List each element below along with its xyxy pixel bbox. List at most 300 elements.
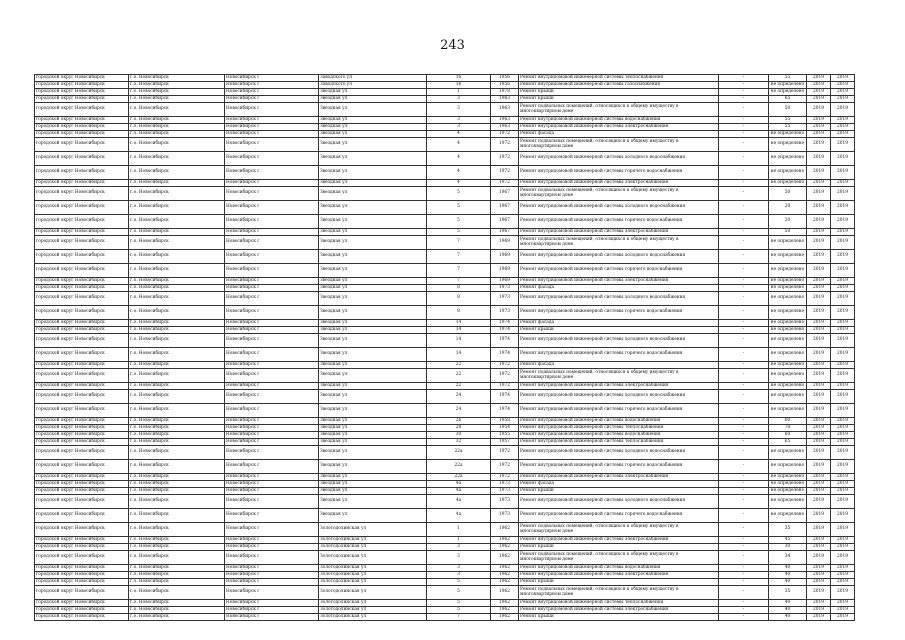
- cell-cost: не определено: [769, 362, 807, 369]
- cell-district: городской округ Новосибирск: [35, 439, 129, 446]
- cell-district: городской округ Новосибирск: [35, 362, 129, 369]
- cell-end-year: 2019: [831, 446, 855, 460]
- cell-house-number: 14: [427, 327, 491, 334]
- cell-street: Звездная ул: [319, 446, 427, 460]
- cell-district: городской округ Новосибирск: [35, 474, 129, 481]
- cell-build-year: 1972: [491, 362, 519, 369]
- cell-city: Новосибирск г: [225, 236, 319, 250]
- cell-cost: не определено: [769, 82, 807, 89]
- cell-city: Новосибирск г: [225, 201, 319, 215]
- cell-municipality: г.о. Новосибирск: [129, 579, 225, 586]
- cell-house-number: 14: [427, 320, 491, 327]
- cell-municipality: г.о. Новосибирск: [129, 572, 225, 579]
- cell-end-year: 2019: [831, 180, 855, 187]
- cell-end-year: 2019: [831, 390, 855, 404]
- cell-cost: 40: [769, 565, 807, 572]
- cell-street: Звездная ул: [319, 348, 427, 362]
- cell-house-number: 24: [427, 404, 491, 418]
- cell-city: Новосибирск г: [225, 180, 319, 187]
- cell-municipality: г.о. Новосибирск: [129, 523, 225, 537]
- cell-cost: 50: [769, 103, 807, 117]
- cell-start-year: 2019: [807, 362, 831, 369]
- cell-municipality: г.о. Новосибирск: [129, 103, 225, 117]
- cell-house-number: 8: [427, 292, 491, 306]
- cell-street: Звездная ул: [319, 460, 427, 474]
- cell-city: Новосибирск г: [225, 278, 319, 285]
- cell-district: городской округ Новосибирск: [35, 488, 129, 495]
- cell-house-number: 1: [427, 89, 491, 96]
- cell-municipality: г.о. Новосибирск: [129, 390, 225, 404]
- cell-cost: не определено: [769, 488, 807, 495]
- cell-build-year: 1962: [491, 537, 519, 544]
- cell-work-type: Ремонт фасада: [519, 131, 719, 138]
- cell-cost: не определено: [769, 89, 807, 96]
- cell-blank-col: -: [719, 607, 769, 614]
- cell-cost: 40: [769, 600, 807, 607]
- cell-house-number: 7: [427, 250, 491, 264]
- cell-blank-col: -: [719, 292, 769, 306]
- cell-work-type: Ремонт фасада: [519, 362, 719, 369]
- cell-cost: не определено: [769, 152, 807, 166]
- cell-end-year: 2019: [831, 362, 855, 369]
- cell-start-year: 2019: [807, 579, 831, 586]
- cell-city: Новосибирск г: [225, 124, 319, 131]
- cell-blank-col: -: [719, 551, 769, 565]
- cell-start-year: 2019: [807, 488, 831, 495]
- cell-district: городской округ Новосибирск: [35, 89, 129, 96]
- cell-municipality: г.о. Новосибирск: [129, 264, 225, 278]
- cell-blank-col: -: [719, 418, 769, 425]
- cell-start-year: 2019: [807, 523, 831, 537]
- cell-start-year: 2019: [807, 572, 831, 579]
- table-row: [35, 481, 855, 488]
- cell-blank-col: -: [719, 82, 769, 89]
- cell-district: городской округ Новосибирск: [35, 509, 129, 523]
- cell-start-year: 2019: [807, 327, 831, 334]
- cell-cost: не определено: [769, 278, 807, 285]
- cell-street: Звездная ул: [319, 320, 427, 327]
- cell-district: городской округ Новосибирск: [35, 481, 129, 488]
- cell-blank-col: -: [719, 103, 769, 117]
- cell-end-year: 2019: [831, 418, 855, 425]
- cell-cost: 50: [769, 229, 807, 236]
- cell-district: городской округ Новосибирск: [35, 383, 129, 390]
- table-row: [35, 572, 855, 579]
- cell-start-year: 2019: [807, 264, 831, 278]
- table-row: [35, 306, 855, 320]
- cell-municipality: г.о. Новосибирск: [129, 509, 225, 523]
- cell-house-number: 4: [427, 166, 491, 180]
- cell-start-year: 2019: [807, 285, 831, 292]
- cell-house-number: 32: [427, 439, 491, 446]
- table-row: [35, 201, 855, 215]
- cell-build-year: 1978: [491, 89, 519, 96]
- cell-end-year: 2019: [831, 103, 855, 117]
- cell-build-year: 1969: [491, 264, 519, 278]
- table-row: [35, 544, 855, 551]
- cell-build-year: 1955: [491, 432, 519, 439]
- cell-blank-col: -: [719, 96, 769, 103]
- cell-street: Звездная ул: [319, 89, 427, 96]
- cell-municipality: г.о. Новосибирск: [129, 383, 225, 390]
- cell-end-year: 2019: [831, 572, 855, 579]
- cell-build-year: 1963: [491, 117, 519, 124]
- cell-start-year: 2019: [807, 180, 831, 187]
- cell-build-year: 1974: [491, 320, 519, 327]
- cell-house-number: 4а: [427, 495, 491, 509]
- cell-house-number: 3: [427, 565, 491, 572]
- table-row: [35, 579, 855, 586]
- table-row: [35, 509, 855, 523]
- cell-street: Звездная ул: [319, 138, 427, 152]
- cell-house-number: 26: [427, 418, 491, 425]
- cell-build-year: 1967: [491, 187, 519, 201]
- table-row: [35, 124, 855, 131]
- cell-blank-col: -: [719, 362, 769, 369]
- cell-cost: не определено: [769, 404, 807, 418]
- cell-end-year: 2019: [831, 474, 855, 481]
- cell-municipality: г.о. Новосибирск: [129, 131, 225, 138]
- cell-blank-col: -: [719, 537, 769, 544]
- cell-municipality: г.о. Новосибирск: [129, 278, 225, 285]
- cell-district: городской округ Новосибирск: [35, 460, 129, 474]
- cell-start-year: 2019: [807, 600, 831, 607]
- cell-street: Звездная ул: [319, 166, 427, 180]
- cell-street: Звездная ул: [319, 432, 427, 439]
- cell-street: Звездная ул: [319, 404, 427, 418]
- cell-street: Звездная ул: [319, 236, 427, 250]
- cell-work-type: Ремонт внутридомовой инженерной системы водоснабжения: [519, 117, 719, 124]
- cell-street: Звездная ул: [319, 425, 427, 432]
- cell-street: Золотодолинская ул: [319, 544, 427, 551]
- cell-work-type: Ремонт внутридомовой инженерной системы горячего водоснабжения: [519, 166, 719, 180]
- cell-street: Звездная ул: [319, 131, 427, 138]
- cell-district: городской округ Новосибирск: [35, 103, 129, 117]
- cell-end-year: 2019: [831, 117, 855, 124]
- cell-start-year: 2019: [807, 404, 831, 418]
- cell-work-type: Ремонт внутридомовой инженерной системы электроснабжения: [519, 229, 719, 236]
- cell-municipality: г.о. Новосибирск: [129, 250, 225, 264]
- cell-street: Золотодолинская ул: [319, 572, 427, 579]
- cell-work-type: Ремонт внутридомовой инженерной системы электроснабжения: [519, 278, 719, 285]
- cell-blank-col: -: [719, 187, 769, 201]
- table-row: [35, 285, 855, 292]
- cell-blank-col: -: [719, 75, 769, 82]
- cell-municipality: г.о. Новосибирск: [129, 362, 225, 369]
- cell-start-year: 2019: [807, 481, 831, 488]
- cell-build-year: 1962: [491, 565, 519, 572]
- cell-municipality: г.о. Новосибирск: [129, 236, 225, 250]
- cell-blank-col: -: [719, 264, 769, 278]
- cell-work-type: Ремонт подвальных помещений, относящихся к общему имуществу в многоквартирном доме: [519, 369, 719, 383]
- cell-end-year: 2019: [831, 488, 855, 495]
- cell-cost: 20: [769, 201, 807, 215]
- cell-start-year: 2019: [807, 474, 831, 481]
- cell-build-year: 1974: [491, 327, 519, 334]
- cell-district: городской округ Новосибирск: [35, 306, 129, 320]
- cell-district: городской округ Новосибирск: [35, 292, 129, 306]
- cell-city: Новосибирск г: [225, 586, 319, 600]
- cell-house-number: 1: [427, 537, 491, 544]
- cell-blank-col: -: [719, 348, 769, 362]
- cell-house-number: 4а: [427, 509, 491, 523]
- table-row: [35, 264, 855, 278]
- cell-start-year: 2019: [807, 250, 831, 264]
- cell-street: Звездная ул: [319, 439, 427, 446]
- cell-house-number: 16: [427, 82, 491, 89]
- cell-blank-col: -: [719, 404, 769, 418]
- cell-start-year: 2019: [807, 117, 831, 124]
- cell-house-number: 22а: [427, 446, 491, 460]
- cell-street: Золотодолинская ул: [319, 607, 427, 614]
- cell-cost: не определено: [769, 369, 807, 383]
- cell-build-year: 1969: [491, 236, 519, 250]
- cell-city: Новосибирск г: [225, 614, 319, 621]
- cell-end-year: 2019: [831, 460, 855, 474]
- cell-city: Новосибирск г: [225, 264, 319, 278]
- cell-city: Новосибирск г: [225, 166, 319, 180]
- cell-build-year: 1962: [491, 551, 519, 565]
- cell-municipality: г.о. Новосибирск: [129, 495, 225, 509]
- cell-work-type: Ремонт крыши: [519, 544, 719, 551]
- cell-cost: не определено: [769, 334, 807, 348]
- cell-street: Звездная ул: [319, 369, 427, 383]
- cell-house-number: 3: [427, 551, 491, 565]
- cell-start-year: 2019: [807, 320, 831, 327]
- cell-district: городской округ Новосибирск: [35, 82, 129, 89]
- cell-city: Новосибирск г: [225, 320, 319, 327]
- cell-work-type: Ремонт внутридомовой инженерной системы электроснабжения: [519, 180, 719, 187]
- cell-municipality: г.о. Новосибирск: [129, 488, 225, 495]
- cell-work-type: Ремонт внутридомовой инженерной системы холодного водоснабжения: [519, 334, 719, 348]
- cell-street: Звездная ул: [319, 327, 427, 334]
- cell-street: Звездная ул: [319, 474, 427, 481]
- cell-city: Новосибирск г: [225, 96, 319, 103]
- cell-work-type: Ремонт подвальных помещений, относящихся к общему имуществу в многоквартирном доме: [519, 138, 719, 152]
- cell-municipality: г.о. Новосибирск: [129, 551, 225, 565]
- cell-blank-col: -: [719, 201, 769, 215]
- cell-cost: не определено: [769, 306, 807, 320]
- cell-city: Новосибирск г: [225, 348, 319, 362]
- table-row: [35, 89, 855, 96]
- cell-district: городской округ Новосибирск: [35, 537, 129, 544]
- cell-cost: 20: [769, 215, 807, 229]
- cell-house-number: 3: [427, 117, 491, 124]
- cell-start-year: 2019: [807, 439, 831, 446]
- cell-start-year: 2019: [807, 537, 831, 544]
- cell-street: Звездная ул: [319, 306, 427, 320]
- cell-district: городской округ Новосибирск: [35, 418, 129, 425]
- cell-end-year: 2019: [831, 495, 855, 509]
- cell-street: Золотодолинская ул: [319, 614, 427, 621]
- cell-build-year: 1972: [491, 460, 519, 474]
- cell-build-year: 1973: [491, 481, 519, 488]
- cell-work-type: Ремонт внутридомовой инженерной системы холодного водоснабжения: [519, 390, 719, 404]
- cell-build-year: 1972: [491, 383, 519, 390]
- cell-work-type: Ремонт подвальных помещений, относящихся к общему имуществу в многоквартирном доме: [519, 236, 719, 250]
- cell-street: Звездная ул: [319, 509, 427, 523]
- cell-work-type: Ремонт крыши: [519, 579, 719, 586]
- cell-blank-col: -: [719, 600, 769, 607]
- cell-blank-col: -: [719, 439, 769, 446]
- cell-cost: 65: [769, 96, 807, 103]
- cell-cost: не определено: [769, 236, 807, 250]
- cell-cost: не определено: [769, 474, 807, 481]
- cell-city: Новосибирск г: [225, 390, 319, 404]
- cell-street: Звездная ул: [319, 180, 427, 187]
- cell-end-year: 2019: [831, 348, 855, 362]
- cell-work-type: Ремонт внутридомовой инженерной системы электроснабжения: [519, 607, 719, 614]
- cell-city: Новосибирск г: [225, 404, 319, 418]
- cell-municipality: г.о. Новосибирск: [129, 369, 225, 383]
- cell-district: городской округ Новосибирск: [35, 187, 129, 201]
- cell-start-year: 2019: [807, 460, 831, 474]
- cell-cost: не определено: [769, 495, 807, 509]
- cell-street: Золотодолинская ул: [319, 600, 427, 607]
- cell-work-type: Ремонт внутридомовой инженерной системы теплоснабжения: [519, 75, 719, 82]
- cell-blank-col: -: [719, 432, 769, 439]
- cell-cost: 60: [769, 432, 807, 439]
- cell-start-year: 2019: [807, 306, 831, 320]
- cell-street: Золотодолинская ул: [319, 579, 427, 586]
- cell-district: городской округ Новосибирск: [35, 75, 129, 82]
- cell-district: городской округ Новосибирск: [35, 579, 129, 586]
- cell-build-year: 1972: [491, 138, 519, 152]
- cell-blank-col: -: [719, 236, 769, 250]
- cell-work-type: Ремонт внутридомовой инженерной системы холодного водоснабжения: [519, 446, 719, 460]
- cell-end-year: 2019: [831, 404, 855, 418]
- cell-house-number: 5: [427, 201, 491, 215]
- cell-city: Новосибирск г: [225, 509, 319, 523]
- table-row: [35, 215, 855, 229]
- cell-blank-col: -: [719, 586, 769, 600]
- cell-start-year: 2019: [807, 565, 831, 572]
- cell-end-year: 2019: [831, 481, 855, 488]
- cell-end-year: 2019: [831, 439, 855, 446]
- cell-work-type: Ремонт внутридомовой инженерной системы водоснабжения: [519, 418, 719, 425]
- cell-street: Звездная ул: [319, 418, 427, 425]
- cell-work-type: Ремонт подвальных помещений, относящихся к общему имуществу в многоквартирном доме: [519, 523, 719, 537]
- cell-cost: 35: [769, 523, 807, 537]
- cell-house-number: 22: [427, 362, 491, 369]
- cell-city: Новосибирск г: [225, 579, 319, 586]
- cell-end-year: 2019: [831, 236, 855, 250]
- cell-house-number: 5: [427, 215, 491, 229]
- cell-municipality: г.о. Новосибирск: [129, 404, 225, 418]
- cell-house-number: 3: [427, 124, 491, 131]
- cell-house-number: 8: [427, 306, 491, 320]
- cell-end-year: 2019: [831, 152, 855, 166]
- cell-house-number: 8: [427, 285, 491, 292]
- cell-city: Новосибирск г: [225, 460, 319, 474]
- cell-district: городской округ Новосибирск: [35, 614, 129, 621]
- cell-district: городской округ Новосибирск: [35, 348, 129, 362]
- cell-build-year: 1972: [491, 152, 519, 166]
- cell-street: Звездная ул: [319, 215, 427, 229]
- cell-end-year: 2019: [831, 201, 855, 215]
- cell-cost: 55: [769, 75, 807, 82]
- cell-start-year: 2019: [807, 383, 831, 390]
- table-row: [35, 369, 855, 383]
- cell-build-year: 1972: [491, 180, 519, 187]
- cell-build-year: 1973: [491, 509, 519, 523]
- cell-work-type: Ремонт внутридомовой инженерной системы водоснабжения: [519, 565, 719, 572]
- cell-work-type: Ремонт внутридомовой инженерной системы холодного водоснабжения: [519, 152, 719, 166]
- cell-start-year: 2019: [807, 418, 831, 425]
- cell-cost: не определено: [769, 250, 807, 264]
- cell-blank-col: -: [719, 138, 769, 152]
- table-row: [35, 292, 855, 306]
- table-row: [35, 362, 855, 369]
- table-row: [35, 348, 855, 362]
- cell-work-type: Ремонт внутридомовой инженерной системы холодного водоснабжения: [519, 292, 719, 306]
- cell-city: Новосибирск г: [225, 537, 319, 544]
- cell-work-type: Ремонт крыши: [519, 327, 719, 334]
- cell-city: Новосибирск г: [225, 362, 319, 369]
- cell-start-year: 2019: [807, 551, 831, 565]
- cell-street: Звездная ул: [319, 362, 427, 369]
- cell-end-year: 2019: [831, 138, 855, 152]
- cell-work-type: Ремонт внутридомовой инженерной системы электроснабжения: [519, 124, 719, 131]
- table-row: [35, 551, 855, 565]
- cell-municipality: г.о. Новосибирск: [129, 306, 225, 320]
- cell-end-year: 2019: [831, 600, 855, 607]
- table-row: [35, 166, 855, 180]
- cell-blank-col: -: [719, 369, 769, 383]
- table-row: [35, 327, 855, 334]
- cell-municipality: г.о. Новосибирск: [129, 138, 225, 152]
- cell-work-type: Ремонт внутридомовой инженерной системы теплоснабжения: [519, 439, 719, 446]
- cell-city: Новосибирск г: [225, 488, 319, 495]
- cell-house-number: 5: [427, 600, 491, 607]
- cell-house-number: 22: [427, 383, 491, 390]
- cell-end-year: 2019: [831, 586, 855, 600]
- cell-municipality: г.о. Новосибирск: [129, 418, 225, 425]
- cell-district: городской округ Новосибирск: [35, 334, 129, 348]
- cell-cost: не определено: [769, 446, 807, 460]
- cell-build-year: 1973: [491, 292, 519, 306]
- cell-city: Новосибирск г: [225, 544, 319, 551]
- cell-build-year: 1969: [491, 278, 519, 285]
- cell-end-year: 2019: [831, 292, 855, 306]
- cell-work-type: Ремонт внутридомовой инженерной системы горячего водоснабжения: [519, 404, 719, 418]
- cell-work-type: Ремонт внутридомовой инженерной системы горячего водоснабжения: [519, 306, 719, 320]
- cell-end-year: 2019: [831, 166, 855, 180]
- cell-house-number: 7: [427, 614, 491, 621]
- cell-blank-col: -: [719, 124, 769, 131]
- table-row: [35, 75, 855, 82]
- cell-city: Новосибирск г: [225, 572, 319, 579]
- cell-start-year: 2019: [807, 586, 831, 600]
- cell-cost: 50: [769, 187, 807, 201]
- cell-end-year: 2019: [831, 75, 855, 82]
- cell-district: городской округ Новосибирск: [35, 607, 129, 614]
- cell-cost: 34: [769, 551, 807, 565]
- cell-build-year: 1967: [491, 229, 519, 236]
- cell-district: городской округ Новосибирск: [35, 327, 129, 334]
- cell-end-year: 2019: [831, 565, 855, 572]
- cell-municipality: г.о. Новосибирск: [129, 348, 225, 362]
- cell-municipality: г.о. Новосибирск: [129, 460, 225, 474]
- table-row: [35, 138, 855, 152]
- cell-house-number: 4а: [427, 488, 491, 495]
- cell-blank-col: -: [719, 229, 769, 236]
- cell-municipality: г.о. Новосибирск: [129, 180, 225, 187]
- cell-house-number: 7: [427, 264, 491, 278]
- cell-build-year: 1962: [491, 607, 519, 614]
- cell-work-type: Ремонт внутридомовой инженерной системы электроснабжения: [519, 572, 719, 579]
- cell-end-year: 2019: [831, 425, 855, 432]
